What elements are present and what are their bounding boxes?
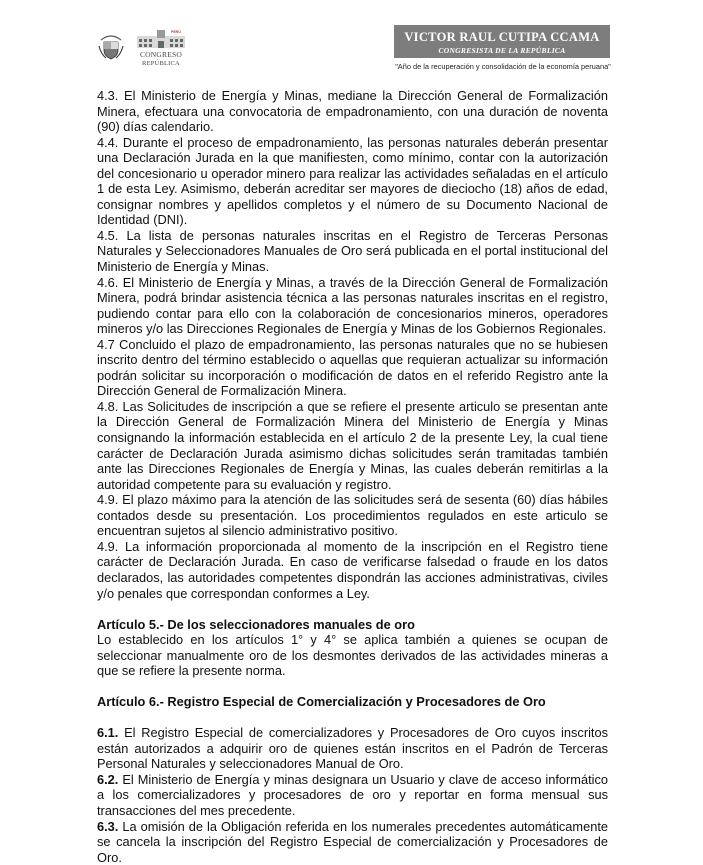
article-5-title: Artículo 5.- De los seleccionadores manuales de oro (97, 616, 415, 632)
paragraph-4-3: 4.3. El Ministerio de Energía y Minas, mediane la Dirección General de Formalización Minera, efectuara una convocatoria de empadronamiento, con una duración de noventa (90) días calendario. (97, 88, 608, 135)
paragraph-4-7: 4.7 Concluido el plazo de empadronamiento, las personas naturales que no se hubiesen inscrito dentro del término establecido o aquellas que requieran actualizar su información podrán solicitar su incorporación o modificación de datos en el referido Registro ante la Dirección General de Formalización Minera. (97, 336, 608, 399)
republica-wordmark: REPÚBLICA (142, 60, 180, 67)
congressman-name: VICTOR RAUL CUTIPA CCAMA (404, 30, 600, 44)
item-number: 6.1. (97, 725, 119, 741)
congressman-role: CONGRESISTA DE LA REPÚBLICA (438, 46, 566, 55)
congressman-name-box (394, 25, 610, 58)
paragraph-4-9a: 4.9. El plazo máximo para la atención de las solicitudes será de sesenta (60) días hábiles contados desde su presentación. Los procedimientos regulados en este articulo se encuentran sujetos al silencio administrativo positivo. (97, 492, 608, 539)
paragraph-6-2 (97, 772, 608, 819)
congreso-wordmark: CONGRESO (139, 50, 183, 59)
document-body (97, 88, 608, 865)
item-text: El Registro Especial de comercializadores y Procesadores de Oro cuyos inscritos están autorizados a adquirir oro de quienes están inscritos en el Padrón de Terceras Personal Naturales y seleccionadores Manual de Oro. (97, 725, 608, 772)
spacer (97, 601, 608, 617)
spacer (97, 679, 608, 695)
paragraph-4-6: 4.6. El Ministerio de Energía y Minas, a través de la Dirección General de Formalización Minera, podrá brindar asistencia técnica a las personas naturales inscritas en el registro, pudiendo contar para ello con la colaboración de concesionarios mineros, operadores mineros y/o las Direcciones Regionales de Energía y Minas de los Gobiernos Regionales. (97, 274, 608, 337)
national-coat-of-arms-icon (97, 32, 125, 62)
year-motto: "Año de la recuperación y consolidación de la economía peruana" (395, 62, 611, 71)
article-6-title: Artículo 6.- Registro Especial de Comercialización y Procesadores de Oro (97, 694, 546, 710)
paragraph-6-3 (97, 819, 608, 865)
paragraph-4-5: 4.5. La lista de personas naturales inscritas en el Registro de Terceras Personas Naturales y Seleccionadores Manuales de Oro será publicada en el portal institucional del Ministerio de Energía y Minas. (97, 227, 608, 275)
paragraph-6-1 (97, 725, 608, 772)
peru-tag: PERÚ (171, 30, 181, 34)
paragraph-4-8: 4.8. Las Solicitudes de inscripción a que se refiere el presente articulo se presentan ante la Dirección General de Formalización Minera del Ministerio de Energía y Minas consignando la información establecida en el artículo 2 de la presente Ley, la cual tiene carácter de Declaración Jurada asimismo dichas solicitudes serán tramitadas también ante las Direcciones Regionales de Energía y Minas, las cuales deberán remitirlas a la autoridad competente para su evaluación y registro. (97, 398, 608, 492)
item-number: 6.2. (97, 771, 119, 787)
item-number: 6.3. (97, 818, 119, 834)
spacer (97, 710, 608, 726)
paragraph-4-4: 4.4. Durante el proceso de empadronamiento, las personas naturales deberán presentar una Declaración Jurada en la que manifiesten, como mínimo, contar con la autorización del concesionario u operador minero para realizar las actividades señaladas en el artículo 1 de esta Ley. Asimismo, deberán acreditar ser mayores de dieciocho (18) años de edad, consignar nombres y apellidos completos y el número de su Documento Nacional de Identidad (DNI). (97, 134, 608, 228)
item-text: La omisión de la Obligación referida en los numerales precedentes automáticamente se cancela la inscripción del Registro Especial de comercialización y Procesadores de Oro. (97, 818, 608, 865)
page-header (0, 0, 703, 80)
article-5-body: Lo establecido en los artículos 1° y 4° se aplica también a quienes se ocupan de seleccionar manualmente oro de los desmontes derivados de las actividades mineras a que se refiere la presente norma. (97, 632, 608, 679)
paragraph-4-9b: 4.9. La información proporcionada al momento de la inscripción en el Registro tiene carácter de Declaración Jurada. En caso de verificarse falsedad o fraude en los datos declarados, las autoridades competentes dispondrán las acciones administrativas, civiles y/o penales que correspondan conformes a Ley. (97, 538, 608, 601)
item-text: El Ministerio de Energía y minas designara un Usuario y clave de acceso informático a los comercializadores y procesadores de oro y reportar en forma mensual sus transacciones del mes precedente. (97, 771, 608, 819)
congreso-logo (135, 30, 187, 70)
